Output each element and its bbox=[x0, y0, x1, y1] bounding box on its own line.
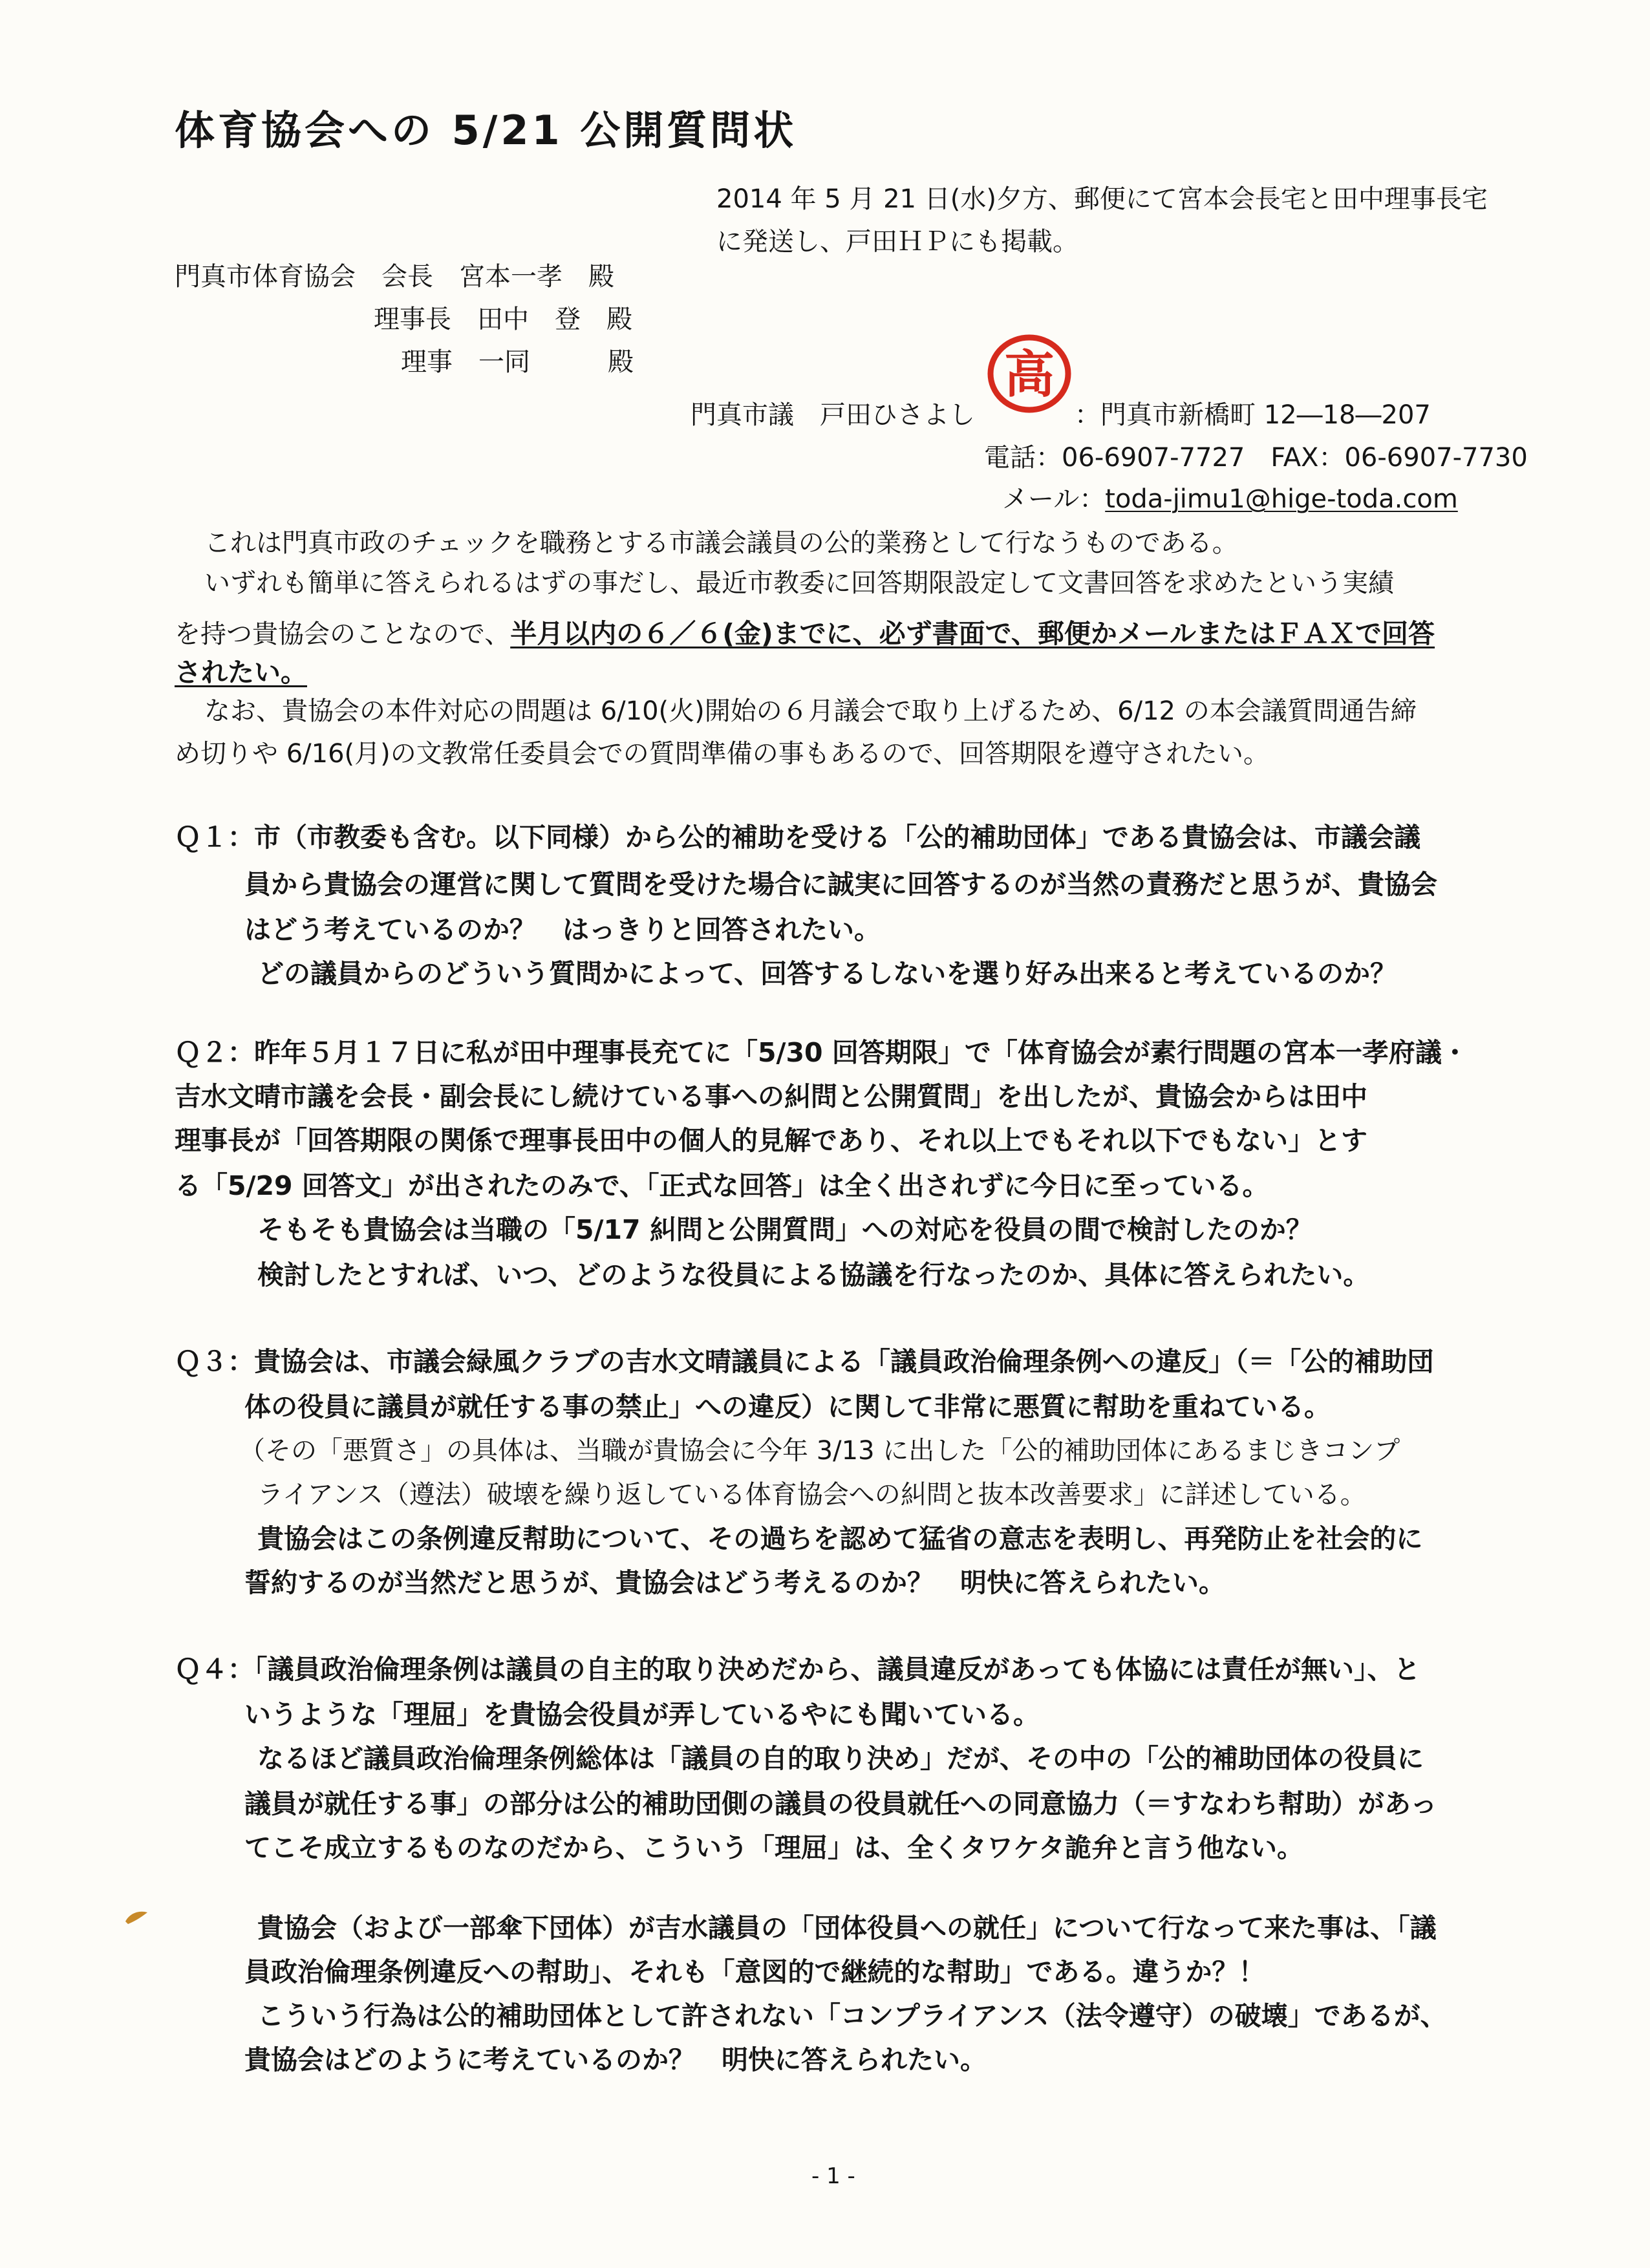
q4-line-7: 員政治倫理条例違反への幇助」、それも「意図的で継続的な幇助」である。違うか？！ bbox=[244, 1956, 1265, 1987]
intro-paragraph-2-line-2 bbox=[175, 614, 1435, 654]
q3-line-2: 体の役員に議員が就任する事の禁止」への違反）に関して非常に悪質に幇助を重ねている。 bbox=[244, 1391, 1331, 1422]
q2-line-6: 検討したとすれば、いつ、どのような役員による協議を行なったのか、具体に答えられたい。 bbox=[257, 1259, 1370, 1290]
intro-paragraph-3-line-2: め切りや 6/16(月)の文教常任委員会での質問準備の事もあるので、回答期限を遵守されたい。 bbox=[175, 739, 1269, 769]
q4-line-9: 貴協会はどのように考えているのか？ 明快に答えられたい。 bbox=[244, 2044, 987, 2075]
q2-line-2: 吉水文晴市議を会長・副会長にし続けている事への糾問と公開質問」を出したが、貴協会からは田中 bbox=[175, 1081, 1367, 1112]
intro-paragraph-2-line-1: いずれも簡単に答えられるはずの事だし、最近市教委に回答期限設定して文書回答を求めたという実績 bbox=[204, 568, 1394, 598]
q2-line-4: る「5/29 回答文」が出されたのみで、「正式な回答」は全く出されずに今日に至っている。 bbox=[175, 1170, 1269, 1201]
q2-line-5: そもそも貴協会は当職の「5/17 糾問と公開質問」への対応を役員の間で検討したのか？ bbox=[257, 1214, 1312, 1245]
q1-line-3: はどう考えているのか？ はっきりと回答されたい。 bbox=[244, 914, 881, 945]
q3-line-5: 貴協会はこの条例違反幇助について、その過ちを認めて猛省の意志を表明し、再発防止を社会的に bbox=[257, 1523, 1423, 1554]
intro-deadline-emphasis-end: されたい。 bbox=[175, 657, 307, 688]
q3-line-4: ライアンス（遵法）破壊を繰り返している体育協会への糾問と抜本改善要求」に詳述している。 bbox=[257, 1480, 1366, 1510]
q4-line-2: いうような「理屈」を貴協会役員が弄しているやにも聞いている。 bbox=[244, 1699, 1040, 1730]
document-title: 体育協会への 5/21 公開質問状 bbox=[175, 107, 797, 154]
sender-name: 門真市議 戸田ひさよし bbox=[691, 400, 975, 430]
q4-line-5: てこそ成立するものなのだから、こういう「理屈」は、全くタワケタ詭弁と言う他ない。 bbox=[244, 1832, 1303, 1863]
q3-line-3: （その「悪質さ」の具体は、当職が貴協会に今年 3/13 に出した「公的補助団体にあるまじきコンプ bbox=[239, 1436, 1400, 1466]
dispatch-note-line-1: 2014 年 5 月 21 日(水)夕方、郵便にて宮本会長宅と田中理事長宅 bbox=[716, 184, 1488, 214]
sender-mail-row bbox=[1002, 480, 1458, 519]
page-number: - 1 - bbox=[811, 2163, 855, 2189]
q3-line-6: 誓約するのが当然だと思うが、貴協会はどう考えるのか？ 明快に答えられたい。 bbox=[244, 1567, 1225, 1598]
paper-blot-icon bbox=[123, 1907, 151, 1927]
q3-line-1: Ｑ３：貴協会は、市議会緑風クラブの吉水文晴議員による「議員政治倫理条例への違反」（＝「公的補助団 bbox=[175, 1346, 1434, 1377]
q4-line-3: なるほど議員政治倫理条例総体は「議員の自的取り決め」だが、その中の「公的補助団体の役員に bbox=[257, 1743, 1424, 1774]
q1-line-2: 員から貴協会の運営に関して質問を受けた場合に誠実に回答するのが当然の責務だと思うが、貴協会 bbox=[244, 869, 1437, 900]
dispatch-note-line-2: に発送し、戸田ＨＰにも掲載。 bbox=[716, 227, 1078, 257]
q4-line-4: 議員が就任する事」の部分は公的補助団側の議員の役員就任への同意協力（＝すなわち幇助）があっ bbox=[244, 1788, 1437, 1819]
q2-line-3: 理事長が「回答期限の関係で理事長田中の個人的見解であり、それ以上でもそれ以下でもない」とす bbox=[175, 1125, 1367, 1156]
addressee-director: 理事長 田中 登 殿 bbox=[374, 305, 632, 334]
addressee-chairman: 門真市体育協会 会長 宮本一孝 殿 bbox=[175, 262, 614, 292]
q2-line-1: Ｑ２：昨年５月１７日に私が田中理事長充てに「5/30 回答期限」で「体育協会が素行問題の宮本一孝府議・ bbox=[175, 1037, 1468, 1068]
intro-paragraph-1: これは門真市政のチェックを職務とする市議会議員の公的業務として行なうものである。 bbox=[204, 528, 1238, 558]
sender-address: ：門真市新橋町 12―18―207 bbox=[1075, 400, 1431, 430]
sender-phone-fax: 電話：06-6907-7727 FAX：06-6907-7730 bbox=[984, 443, 1528, 473]
intro-deadline-lead: を持つ貴協会のことなので、 bbox=[175, 619, 511, 649]
q1-line-1: Ｑ１：市（市教委も含む。以下同様）から公的補助を受ける「公的補助団体」である貴協会は、市議会議 bbox=[175, 822, 1420, 853]
intro-deadline-emphasis: 半月以内の６／６(金)までに、必ず書面で、郵便かメールまたはＦＡＸで回答 bbox=[510, 618, 1435, 649]
sender-mail-link[interactable]: toda-jimu1@hige-toda.com bbox=[1105, 484, 1458, 514]
q1-line-4: どの議員からのどういう質問かによって、回答するしないを選り好み出来ると考えているのか？ bbox=[257, 958, 1397, 989]
sender-mail-label: メール： bbox=[1002, 484, 1106, 514]
q4-line-8: こういう行為は公的補助団体として許されない「コンプライアンス（法令遵守）の破壊」であるが、 bbox=[257, 2000, 1447, 2031]
seal-stamp-icon bbox=[980, 330, 1077, 418]
addressee-board: 理事 一同 殿 bbox=[401, 347, 634, 377]
seal-glyph: 高 bbox=[1003, 345, 1055, 404]
q4-line-6: 貴協会（および一部傘下団体）が吉水議員の「団体役員への就任」について行なって来た事は、「議 bbox=[257, 1912, 1437, 1943]
q4-line-1: Ｑ４：「議員政治倫理条例は議員の自主的取り決めだから、議員違反があっても体協には責任が無い」、と bbox=[175, 1654, 1420, 1685]
intro-paragraph-3-line-1: なお、貴協会の本件対応の問題は 6/10(火)開始の６月議会で取り上げるため、6/12 の本会議質問通告締 bbox=[204, 696, 1417, 726]
